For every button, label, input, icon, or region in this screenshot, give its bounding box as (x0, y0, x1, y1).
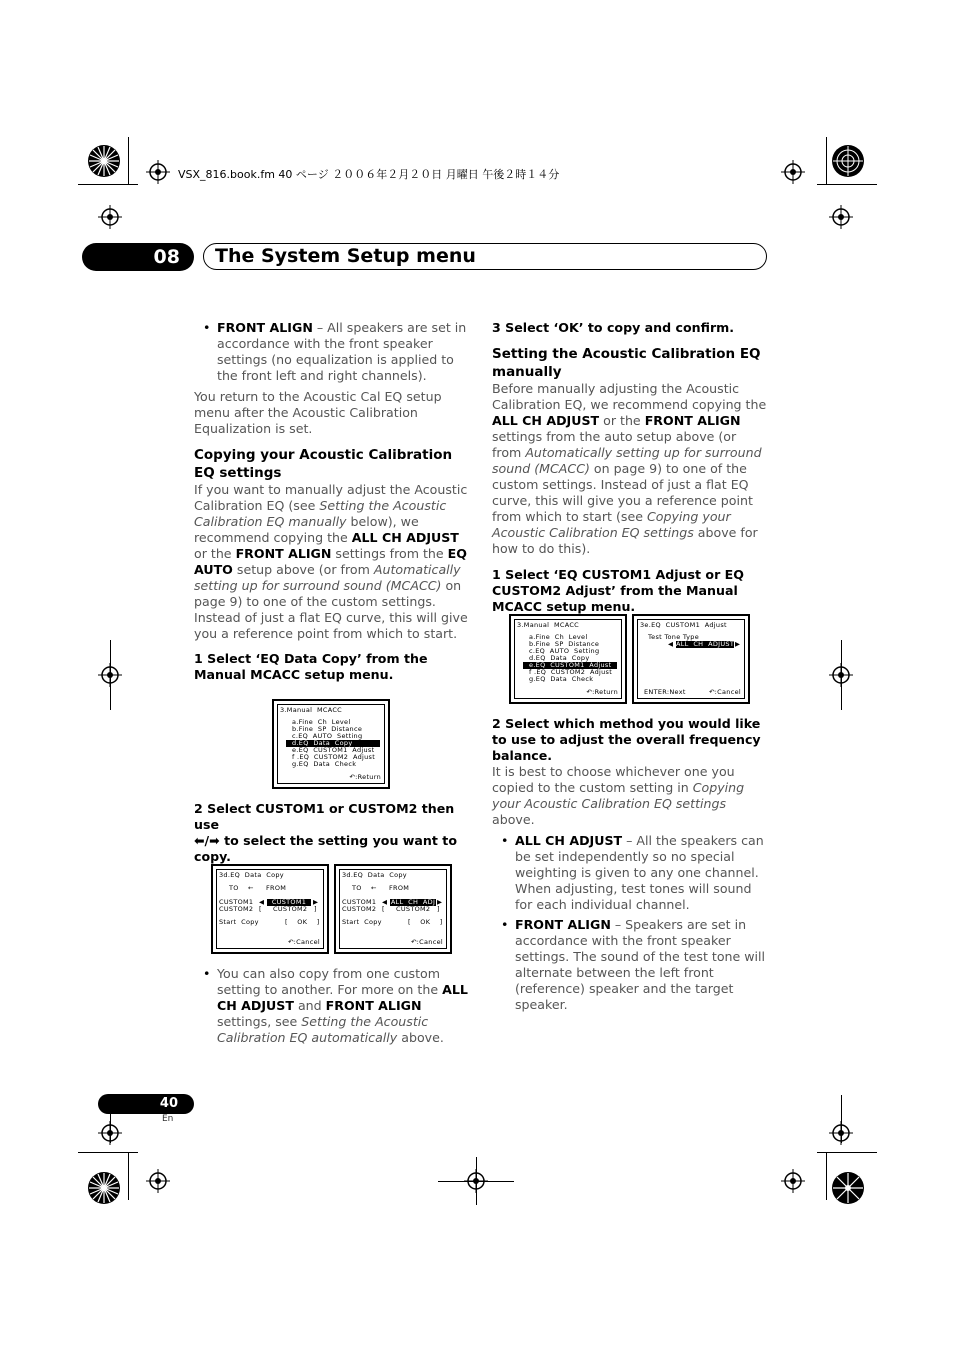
text: settings, see (217, 1014, 302, 1029)
term-all-ch-adjust: ALL CH ADJUST (351, 530, 459, 545)
bracket-left: [ (382, 905, 385, 913)
step-1-right: 1 Select ‘EQ CUSTOM1 Adjust or EQ CUSTOM2 Adjust’ from the Manual MCACC setup menu. (492, 567, 744, 614)
text: above. (397, 1030, 444, 1045)
step2-paragraph (492, 764, 768, 828)
italic-ref: Automatically setting up for surround sound (MCACC) (194, 562, 461, 593)
right-column-bottom (492, 716, 768, 1013)
menu-item: a.Fine Ch Level (292, 718, 351, 726)
crosshair-mark-right-upper (829, 205, 853, 233)
arrow-right-icon: ▶ (437, 898, 443, 906)
page-number: 40 (98, 1094, 194, 1114)
screen-frame (277, 704, 385, 784)
registration-mark-top-right (830, 143, 866, 183)
menu-item: g.EQ Data Check (529, 675, 594, 683)
test-tone-value: ALL CH ADJUST (676, 640, 735, 648)
eq-copy-screen-a (211, 864, 329, 954)
text: above. (492, 812, 535, 827)
text: – Speakers are set in accordance with the front speaker settings. The sound of the test tone will alternate between the left front (reference) speaker and the target speaker. (515, 917, 766, 1012)
menu-item: a.Fine Ch Level (529, 633, 588, 641)
chapter-number: 08 (82, 243, 194, 271)
bullet-dot: • (203, 320, 211, 335)
menu-item-selected: e.EQ CUSTOM1 Adjust (523, 662, 617, 669)
menu-item-selected: d.EQ Data Copy (286, 740, 380, 747)
crosshair-mark-left-upper (98, 205, 122, 233)
chapter-title: The System Setup menu (215, 245, 476, 267)
crop-line (817, 184, 877, 185)
screen-title: 3.Manual MCACC (280, 706, 343, 714)
text: – All the speakers can be set independently so no special weighting is given to any one channel. When adjusting, test tones will sound for each individual channel. (515, 833, 764, 912)
text: Before manually adjusting the Acoustic Calibration EQ, we recommend copying the (492, 381, 767, 412)
menu-item: b.Fine SP Distance (529, 640, 600, 648)
screen-title: 3e.EQ CUSTOM1 Adjust (640, 621, 727, 629)
cancel-hint: ↶:Cancel (410, 938, 443, 946)
crop-line (128, 1152, 129, 1200)
text: or the (599, 413, 645, 428)
term-all-ch-adjust: ALL CH ADJUST (515, 833, 623, 848)
term-eq-auto: EQ AUTO (194, 546, 467, 577)
text: If you want to manually adjust the Acoustic Calibration EQ (see (194, 482, 468, 513)
crop-line (78, 184, 138, 185)
bracket-left: [ (259, 905, 262, 913)
crop-line (826, 1152, 827, 1200)
text: on page 9) to one of the custom settings. Instead of just a flat EQ curve, this will give you a reference point from which to start (see (492, 461, 753, 524)
screen-frame (637, 619, 745, 699)
italic-ref: Copying your Acoustic Calibration EQ settings (492, 509, 731, 540)
mcacc-menu-screen-right (509, 614, 627, 704)
text: on page 9) to one of the custom settings. Instead of just a flat EQ curve, this will give you a reference point from which to start. (194, 578, 468, 641)
crop-line (476, 1157, 477, 1205)
text: setup above (or from (232, 562, 374, 577)
screen-title: 3d.EQ Data Copy (342, 871, 407, 879)
left-column-step2 (194, 801, 470, 865)
right-column (492, 320, 768, 615)
to-label: TO (352, 884, 362, 892)
bullet-all-ch-adjust (492, 833, 768, 913)
mcacc-menu-screen (272, 699, 390, 789)
left-column-bottom (194, 966, 470, 1046)
test-tone-label: Test Tone Type (648, 633, 700, 641)
crop-line (841, 640, 842, 710)
ok-button[interactable]: [ OK ] (408, 918, 443, 926)
crosshair-mark-bottom-right (781, 1169, 805, 1197)
arrow-right-icon: ▶ (313, 898, 319, 906)
text: It is best to choose whichever one you copied to the custom setting in (492, 764, 735, 795)
step-1-left: 1 Select ‘EQ Data Copy’ from the Manual MCACC setup menu. (194, 651, 428, 682)
term-front-align: FRONT ALIGN (515, 917, 611, 932)
text: ⬅/➡ to select the setting you want to copy. (194, 833, 457, 864)
italic-ref: Setting the Acoustic Calibration EQ manually (194, 498, 447, 529)
menu-item: d.EQ Data Copy (529, 654, 590, 662)
text: settings from the (331, 546, 448, 561)
screen-title: 3.Manual MCACC (517, 621, 580, 629)
text: 2 Select CUSTOM1 or CUSTOM2 then use (194, 801, 455, 832)
text: You can also copy from one custom setting to another. For more on the (217, 966, 443, 997)
term-all-ch-adjust: ALL CH ADJUST (492, 413, 600, 428)
crosshair-mark-top-center-left (146, 160, 170, 188)
registration-mark-top-left (86, 143, 122, 183)
crop-line (841, 1095, 842, 1143)
arrow-left-icon: ◀ (259, 898, 265, 906)
from-label: FROM (389, 884, 410, 892)
cancel-hint: ↶:Cancel (708, 688, 741, 696)
from-label: FROM (266, 884, 287, 892)
term-front-align: FRONT ALIGN (325, 998, 422, 1013)
term-front-align: FRONT ALIGN (217, 320, 313, 335)
return-paragraph: You return to the Acoustic Cal EQ setup menu after the Acoustic Calibration Equalization is set. (194, 389, 442, 436)
menu-item: c.EQ AUTO Setting (292, 732, 363, 740)
screen-frame (514, 619, 622, 699)
bullet-copy-custom (194, 966, 470, 1046)
bullet-dot: • (203, 966, 211, 981)
custom1-label: CUSTOM1 (342, 898, 377, 906)
arrow-left-icon: ← (248, 884, 254, 892)
bullet-front-align-right (492, 917, 768, 1013)
step-3-right: 3 Select ‘OK’ to copy and confirm. (492, 320, 735, 335)
text: or the (194, 546, 236, 561)
crop-line (817, 1152, 877, 1153)
bracket-right: ] (314, 905, 317, 913)
eq-adjust-screen (632, 614, 750, 704)
start-copy-label: Start Copy (342, 918, 382, 926)
ok-button[interactable]: [ OK ] (285, 918, 320, 926)
arrow-right-icon: ▶ (735, 640, 741, 648)
cancel-hint: ↶:Cancel (287, 938, 320, 946)
text: and (293, 998, 326, 1013)
custom2-label: CUSTOM2 (219, 905, 254, 913)
crop-line (128, 137, 129, 185)
text: below), we recommend copying the (194, 514, 419, 545)
crop-line (78, 1152, 138, 1153)
menu-item: e.EQ CUSTOM1 Adjust (292, 746, 375, 754)
bullet-front-align (194, 320, 470, 384)
start-copy-label: Start Copy (219, 918, 259, 926)
step-2-right: 2 Select which method you would like to use to adjust the overall frequency balance. (492, 716, 761, 763)
eq-copy-screen-b (334, 864, 452, 954)
arrow-left-icon: ← (371, 884, 377, 892)
menu-item: g.EQ Data Check (292, 760, 357, 768)
copy-heading: Copying your Acoustic Calibration EQ settings (194, 447, 453, 481)
italic-ref: Automatically setting up for surround sound (MCACC) (492, 445, 762, 476)
custom1-label: CUSTOM1 (219, 898, 254, 906)
return-hint: ↶:Return (586, 688, 618, 696)
copy-source-value: ALL CH ADJ (390, 898, 436, 906)
registration-mark-bottom-left (86, 1170, 122, 1210)
term-all-ch-adjust: ALL CH ADJUST (217, 982, 468, 1013)
crosshair-mark-bottom-left (146, 1169, 170, 1197)
left-column (194, 320, 470, 683)
crop-line (110, 640, 111, 710)
return-hint: ↶:Return (349, 773, 381, 781)
custom2-value: CUSTOM2 (273, 905, 308, 913)
term-front-align: FRONT ALIGN (644, 413, 741, 428)
enter-hint: ENTER:Next (644, 688, 686, 696)
bullet-dot: • (501, 833, 509, 848)
menu-item: b.Fine SP Distance (292, 725, 363, 733)
italic-ref: Setting the Acoustic Calibration EQ automatically (217, 1014, 429, 1045)
custom2-label: CUSTOM2 (342, 905, 377, 913)
arrow-left-icon: ◀ (668, 640, 674, 648)
text: above for how to do this). (492, 525, 758, 556)
crosshair-mark-top-right (781, 160, 805, 188)
screen-title: 3d.EQ Data Copy (219, 871, 284, 879)
bullet-text: – All speakers are set in accordance with the front speaker settings (no equalization is applied to the front left and right channels). (217, 320, 467, 383)
bracket-right: ] (437, 905, 440, 913)
menu-item: f .EQ CUSTOM2 Adjust (292, 753, 376, 761)
text: settings from the auto setup above (or from (492, 429, 737, 460)
arrow-left-icon: ◀ (382, 898, 388, 906)
manual-paragraph (492, 381, 768, 557)
term-front-align: FRONT ALIGN (235, 546, 332, 561)
copy-source-value: CUSTOM1 (267, 899, 311, 906)
crop-line (826, 137, 827, 185)
custom2-value: CUSTOM2 (396, 905, 431, 913)
copy-paragraph (194, 482, 470, 642)
italic-ref: Copying your Acoustic Calibration EQ settings (492, 780, 745, 811)
to-label: TO (229, 884, 239, 892)
menu-item: f .EQ CUSTOM2 Adjust (529, 668, 613, 676)
registration-mark-bottom-right (830, 1170, 866, 1210)
menu-item: c.EQ AUTO Setting (529, 647, 600, 655)
screen-frame (339, 869, 447, 949)
screen-frame (216, 869, 324, 949)
language-code: En (162, 1114, 174, 1124)
file-header: VSX_816.book.fm 40 ページ ２００６年２月２０日 月曜日 午後２時１４分 (178, 168, 560, 181)
step-2-left (194, 801, 470, 865)
bullet-dot: • (501, 917, 509, 932)
manual-heading: Setting the Acoustic Calibration EQ manually (492, 346, 761, 380)
